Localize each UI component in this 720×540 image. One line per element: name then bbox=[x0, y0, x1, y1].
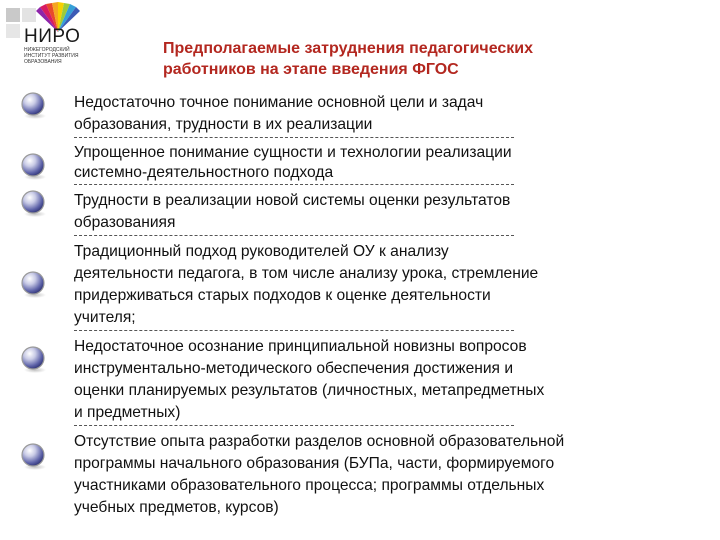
divider bbox=[74, 235, 514, 240]
list-item-text: Отсутствие опыта разработки разделов основной образовательной программы начального образования (БУПа, части, формируемого участниками образовательного процесса; программы отдельных учебных предметов, курсов) bbox=[74, 433, 565, 516]
list-item bbox=[0, 92, 720, 142]
sphere-bullet-icon bbox=[18, 188, 48, 218]
page-title: Предполагаемые затруднения педагогических работников на этапе введения ФГОС bbox=[163, 40, 534, 78]
logo-subtitle: НИЖЕГОРОДСКИЙ ИНСТИТУТ РАЗВИТИЯ ОБРАЗОВАНИЯ bbox=[24, 47, 79, 65]
sphere-bullet-icon bbox=[18, 90, 48, 120]
list-item bbox=[0, 241, 720, 335]
logo-name: НИРО bbox=[24, 26, 81, 47]
list-item-text: Традиционный подход руководителей ОУ к анализу деятельности педагога, в том числе анализу урока, стремление придерживаться старых подходов к оценке деятельности учителя; bbox=[74, 243, 539, 326]
divider bbox=[74, 425, 514, 430]
divider bbox=[74, 184, 514, 189]
sphere-bullet-icon bbox=[18, 344, 48, 374]
bullet-list bbox=[0, 92, 720, 519]
list-item-text: Упрощенное понимание сущности и технологии реализации системно-деятельностного подхода bbox=[74, 144, 512, 181]
list-item-text: Недостаточное осознание принципиальной новизны вопросов инструментально-методического обеспечения достижения и оценки планируемых результатов (личностных, метапредметных и предметных) bbox=[74, 338, 545, 421]
sphere-bullet-icon bbox=[18, 151, 48, 181]
list-item bbox=[0, 336, 720, 430]
list-item bbox=[0, 431, 720, 519]
list-item-text: Трудности в реализации новой системы оценки результатов образованияя bbox=[74, 192, 511, 231]
list-item-text: Недостаточно точное понимание основной цели и задач образования, трудности в их реализации bbox=[74, 94, 484, 133]
list-item bbox=[0, 190, 720, 240]
sphere-bullet-icon bbox=[18, 269, 48, 299]
sphere-bullet-icon bbox=[18, 441, 48, 471]
logo bbox=[18, 2, 100, 78]
divider bbox=[74, 330, 514, 335]
divider bbox=[74, 137, 514, 142]
list-item bbox=[0, 143, 720, 189]
